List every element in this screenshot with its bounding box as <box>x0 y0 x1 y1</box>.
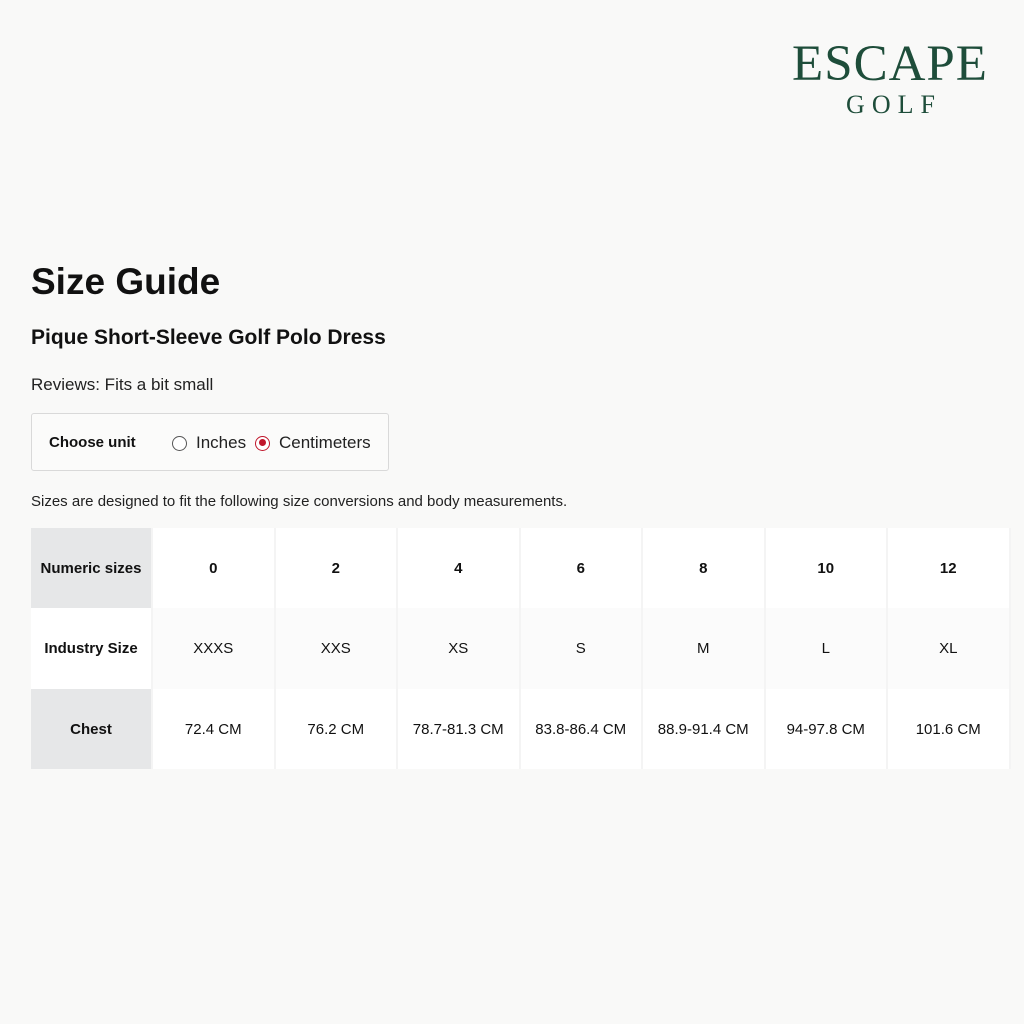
table-cell: M <box>643 608 766 689</box>
table-cell: L <box>766 608 889 689</box>
unit-selector <box>31 413 389 471</box>
table-cell: 72.4 CM <box>153 689 276 769</box>
table-cell: 101.6 CM <box>888 689 1011 769</box>
row-header: Industry Size <box>31 608 153 689</box>
table-row-industry-size <box>31 608 1011 689</box>
table-cell: 8 <box>643 528 766 608</box>
table-cell: S <box>521 608 644 689</box>
table-cell: 78.7-81.3 CM <box>398 689 521 769</box>
unit-option-label: Centimeters <box>279 433 371 452</box>
unit-option-centimeters[interactable] <box>255 432 371 454</box>
unit-selector-label: Choose unit <box>49 434 136 451</box>
table-cell: 10 <box>766 528 889 608</box>
unit-option-label: Inches <box>196 433 247 452</box>
size-conversion-note: Sizes are designed to fit the following size conversions and body measurements. <box>31 493 568 510</box>
table-cell: 12 <box>888 528 1011 608</box>
table-row-chest <box>31 689 1011 769</box>
row-header: Chest <box>31 689 153 769</box>
table-row-numeric-sizes <box>31 528 1011 608</box>
table-cell: 88.9-91.4 CM <box>643 689 766 769</box>
centimeters-radio-button[interactable] <box>255 436 270 451</box>
size-table <box>31 528 1011 769</box>
unit-option-inches[interactable] <box>172 432 246 454</box>
table-cell: 2 <box>276 528 399 608</box>
table-cell: XS <box>398 608 521 689</box>
brand-logo[interactable] <box>780 38 1000 120</box>
table-cell: 76.2 CM <box>276 689 399 769</box>
inches-radio-button[interactable] <box>172 436 187 451</box>
page-title: Size Guide <box>31 261 221 302</box>
table-cell: XXS <box>276 608 399 689</box>
table-cell: XL <box>888 608 1011 689</box>
table-cell: XXXS <box>153 608 276 689</box>
table-cell: 0 <box>153 528 276 608</box>
reviews-summary: Reviews: Fits a bit small <box>31 375 214 394</box>
table-cell: 6 <box>521 528 644 608</box>
table-cell: 94-97.8 CM <box>766 689 889 769</box>
brand-logo-wordmark: ESCAPE <box>792 36 988 92</box>
table-cell: 4 <box>398 528 521 608</box>
product-title: Pique Short-Sleeve Golf Polo Dress <box>31 326 386 349</box>
row-header: Numeric sizes <box>31 528 153 608</box>
brand-logo-subtitle: GOLF <box>846 90 942 119</box>
table-cell: 83.8-86.4 CM <box>521 689 644 769</box>
